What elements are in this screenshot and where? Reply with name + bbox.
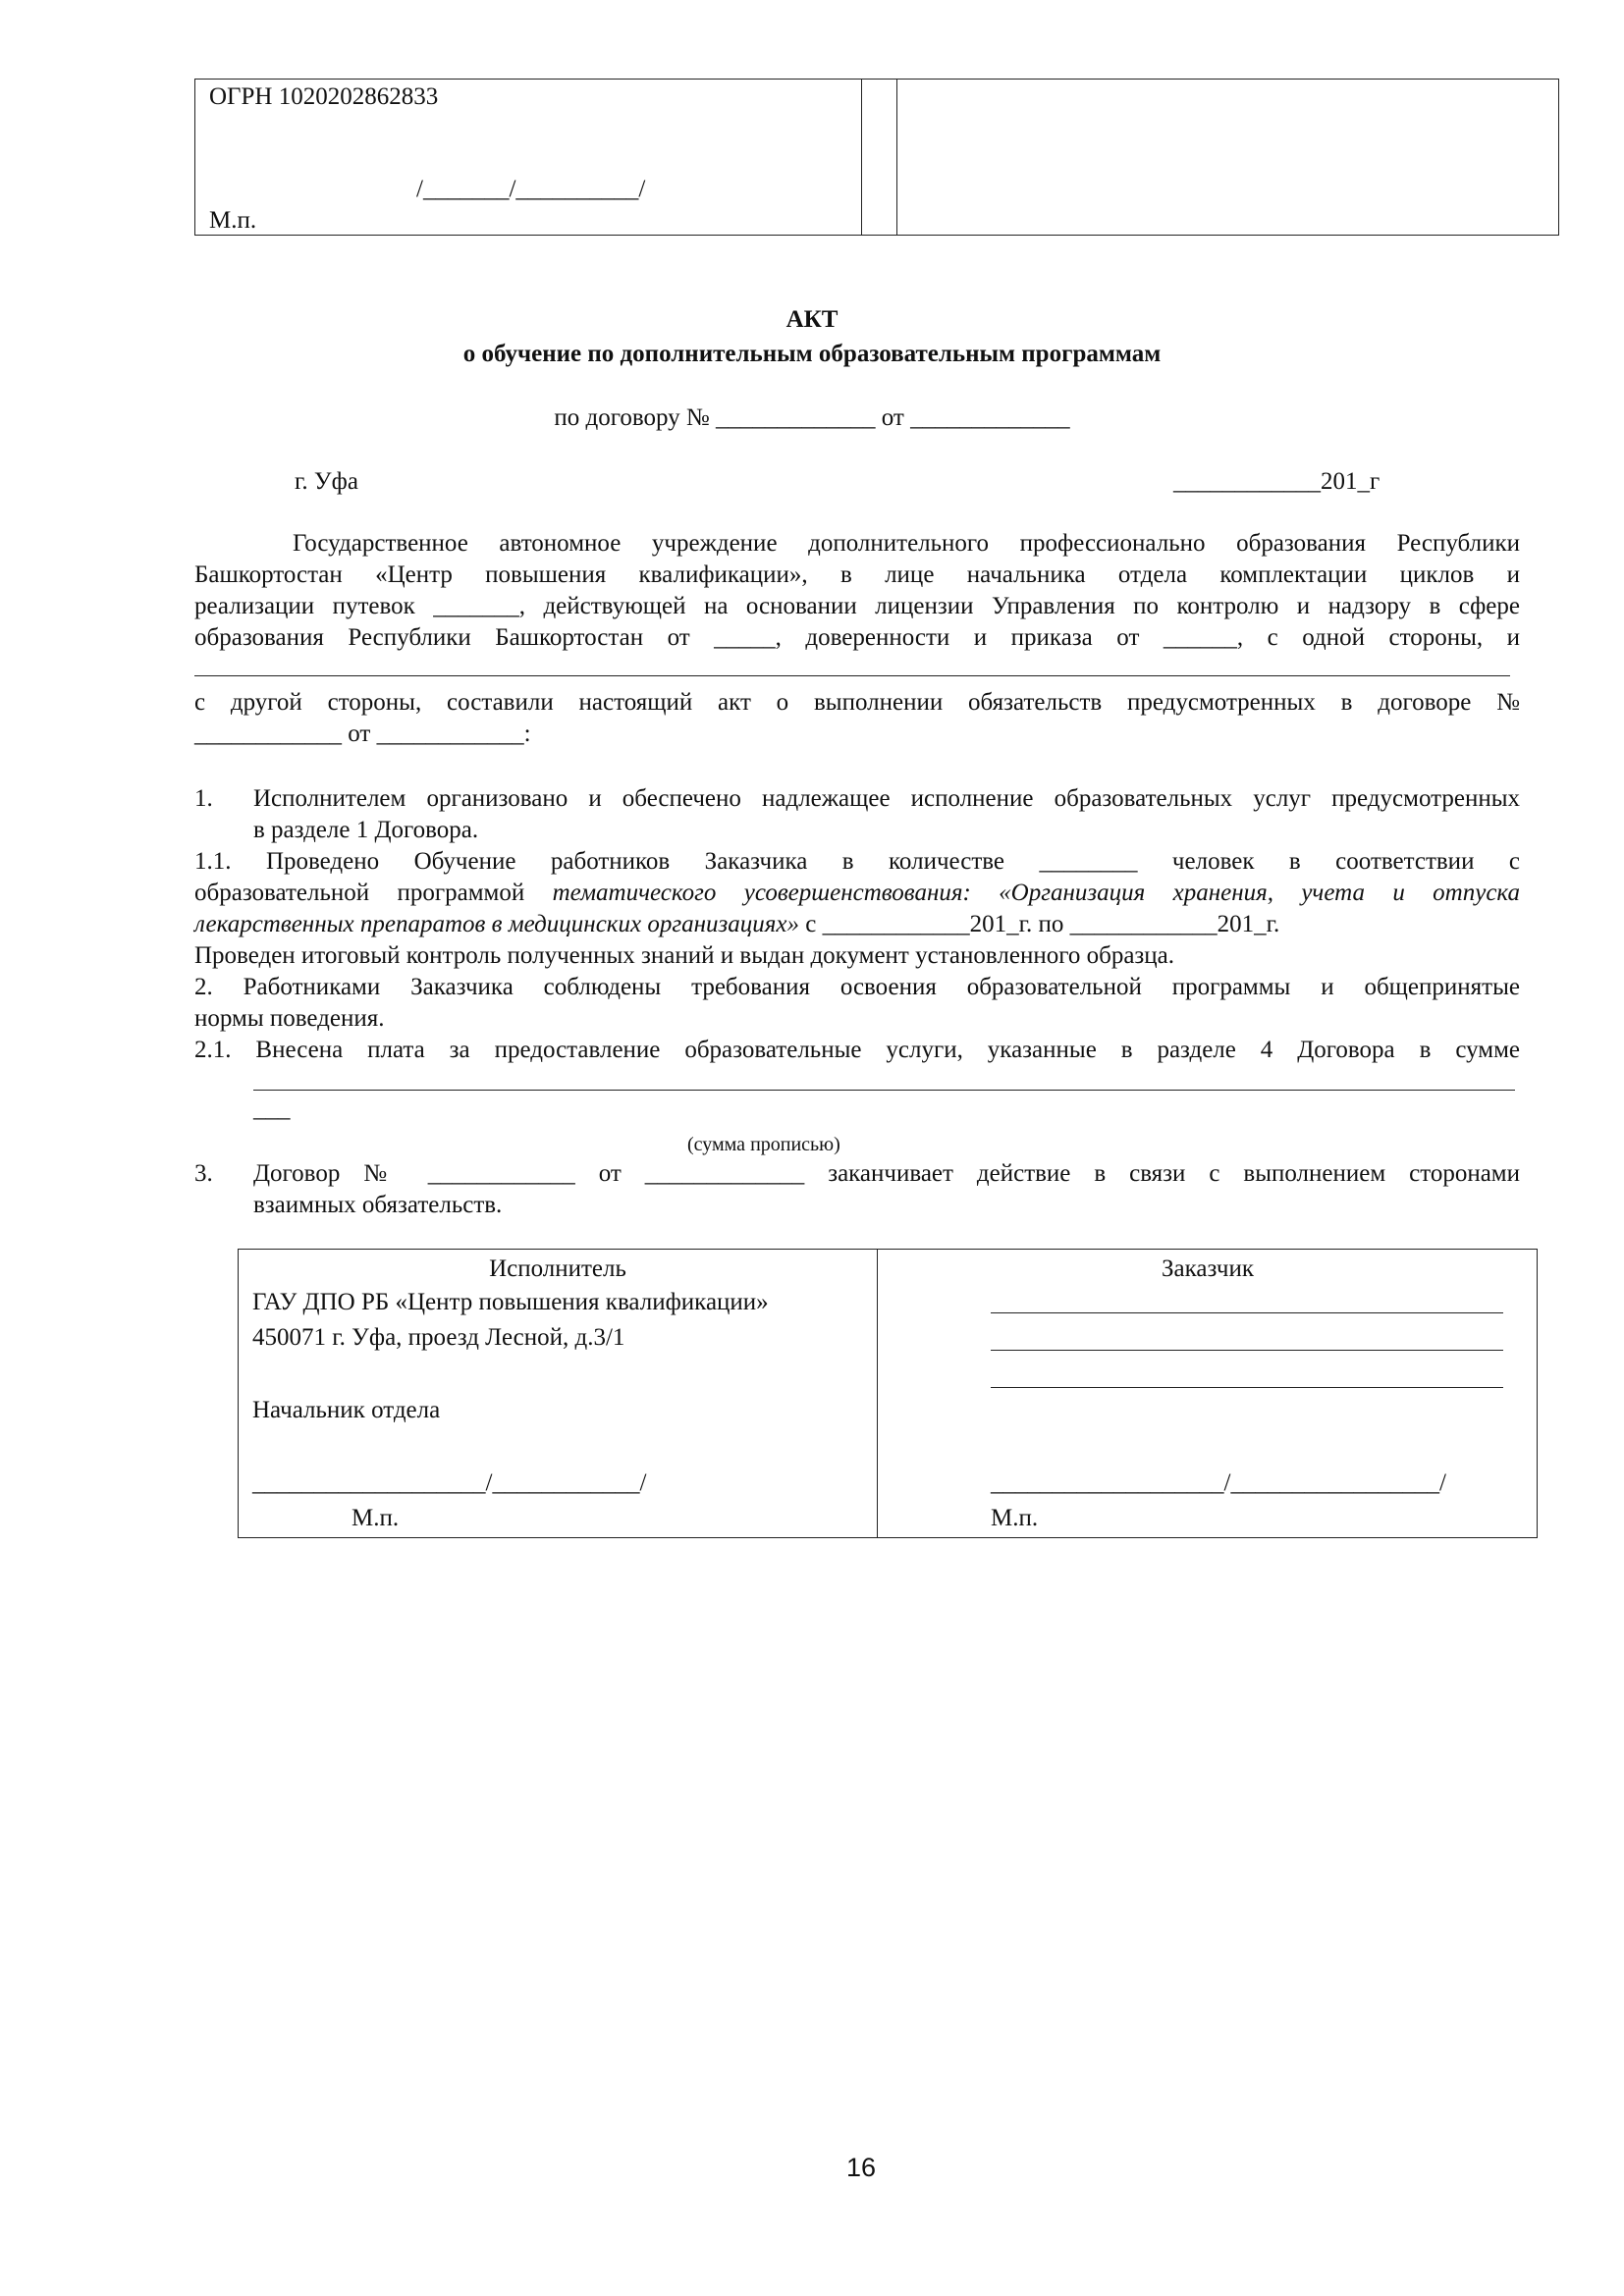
amount-caption: (сумма прописью) (687, 1134, 840, 1155)
page-number: 16 (845, 2153, 877, 2182)
contract-reference: по договору № _____________ от _____________ (554, 404, 1070, 431)
intro-line: реализации путевок _______, действующей на основании лицензии Управления по контролю и надзору в сфере (194, 593, 1520, 619)
executor-header: Исполнитель (489, 1255, 626, 1282)
intro-line: с другой стороны, составили настоящий акт о выполнении обязательств предусмотренных в договоре № (194, 689, 1520, 716)
customer-detail-line (991, 1350, 1503, 1351)
executor-signature-line: ___________________/____________/ (252, 1469, 647, 1496)
amount-line (253, 1090, 1515, 1091)
customer-header: Заказчик (1162, 1255, 1254, 1282)
item-text (194, 909, 1520, 940)
intro-line: Государственное автономное учреждение дополнительного профессионально образования Республики (293, 530, 1520, 557)
customer-detail-line (991, 1387, 1503, 1388)
executor-name: ГАУ ДПО РБ «Центр повышения квалификации» (252, 1289, 769, 1315)
ogrn-text: ОГРН 1020202862833 (209, 83, 439, 110)
customer-name-line (194, 675, 1510, 676)
intro-line: образования Республики Башкортостан от _____, доверенности и приказа от ______, с одной стороны, и (194, 624, 1520, 651)
intro-line: ____________ от ____________: (194, 721, 531, 747)
amount-line-end: ___ (253, 1095, 291, 1122)
executor-stamp: М.п. (352, 1505, 400, 1531)
item-text-regular: с ____________201_г. по ____________201_г. (798, 911, 1280, 937)
item-text (194, 878, 1520, 909)
table-divider (877, 1250, 878, 1537)
header-signature-table (194, 79, 1559, 236)
item-text: 1.1. Проведено Обучение работников Заказчика в количестве ________ человек в соответствии с (194, 848, 1520, 875)
program-name: тематического усовершенствования: «Организация хранения, учета и отпуска (552, 880, 1520, 906)
item-text: Проведен итоговый контроль полученных знаний и выдан документ установленного образца. (194, 942, 1175, 969)
executor-address: 450071 г. Уфа, проезд Лесной, д.3/1 (252, 1324, 625, 1351)
act-date: ____________201_г (1173, 468, 1380, 495)
item-text: в разделе 1 Договора. (253, 817, 479, 843)
program-name: лекарственных препаратов в медицинских организациях» (194, 911, 799, 937)
table-divider (861, 80, 862, 235)
city: г. Уфа (295, 468, 358, 495)
item-text: взаимных обязательств. (253, 1192, 503, 1218)
table-divider (896, 80, 897, 235)
item-number: 1. (194, 785, 213, 812)
document-title: АКТ (785, 306, 839, 333)
item-text: Договор № ____________ от _____________ заканчивает действие в связи с выполнением сторонами (253, 1160, 1520, 1187)
intro-line: Башкортостан «Центр повышения квалификации», в лице начальника отдела комплектации циклов и (194, 561, 1520, 588)
signatures-table (238, 1249, 1538, 1538)
customer-detail-line (991, 1312, 1503, 1313)
item-text: Исполнителем организовано и обеспечено надлежащее исполнение образовательных услуг предусмотренных (253, 785, 1520, 812)
stamp-label: М.п. (209, 207, 257, 234)
customer-signature-line: ___________________/_________________/ (991, 1469, 1446, 1496)
item-text-regular: образовательной программой (194, 880, 553, 906)
document-subtitle: о обучение по дополнительным образовательным программам (462, 341, 1162, 367)
item-number: 3. (194, 1160, 213, 1187)
executor-position: Начальник отдела (252, 1397, 441, 1423)
item-text: нормы поведения. (194, 1005, 385, 1032)
item-text: 2.1. Внесена плата за предоставление образовательные услуги, указанные в разделе 4 Договора в сумме (194, 1037, 1520, 1063)
signature-line: /_______/__________/ (416, 176, 646, 202)
item-text: 2. Работниками Заказчика соблюдены требования освоения образовательной программы и общепринятые (194, 974, 1520, 1000)
customer-stamp: М.п. (991, 1505, 1039, 1531)
